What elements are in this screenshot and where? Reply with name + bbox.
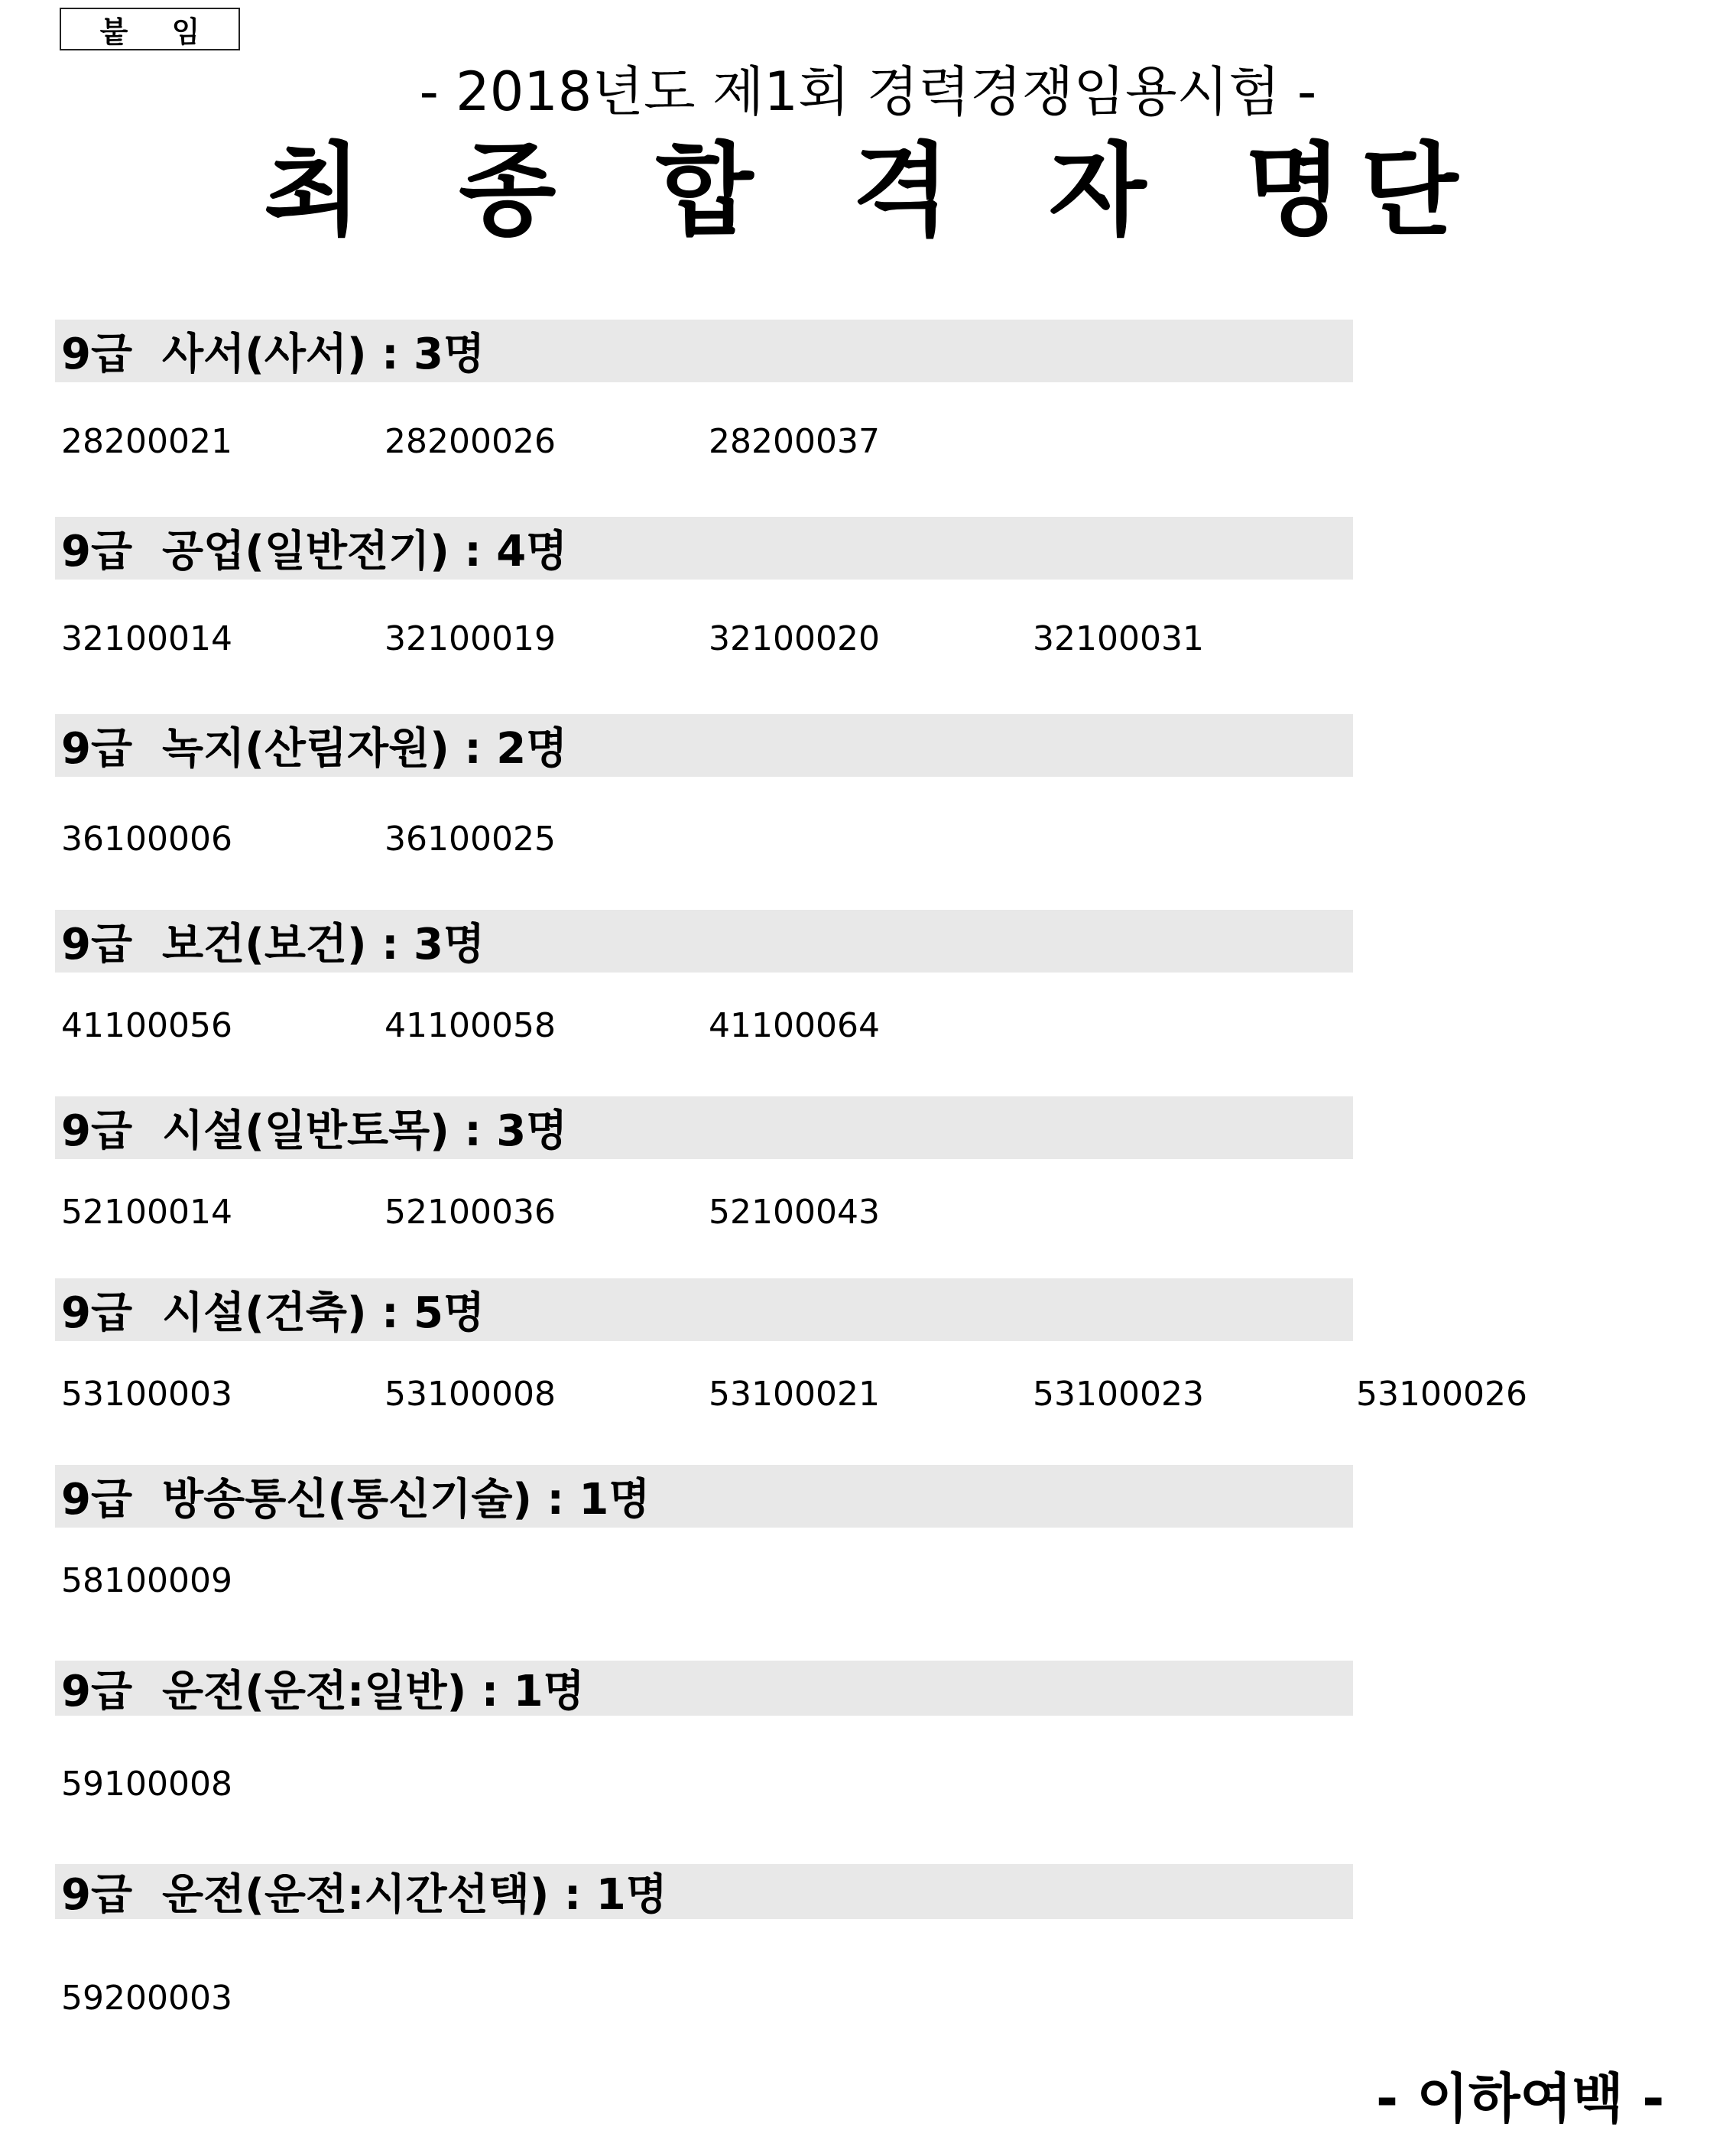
exam-number: 41100056 bbox=[61, 1006, 232, 1045]
exam-number: 52100036 bbox=[385, 1193, 556, 1232]
exam-number: 52100014 bbox=[61, 1193, 232, 1232]
exam-number: 28200026 bbox=[385, 422, 556, 461]
title-char: 합 bbox=[656, 132, 754, 250]
title-char: 종 bbox=[459, 132, 556, 250]
title-char: 자 bbox=[1049, 132, 1147, 250]
section-header: 9급 공업(일반전기) : 4명 bbox=[55, 517, 1353, 580]
page-title bbox=[0, 130, 1736, 252]
section-header: 9급 운전(운전:일반) : 1명 bbox=[55, 1661, 1353, 1716]
section-header: 9급 방송통신(통신기술) : 1명 bbox=[55, 1465, 1353, 1528]
exam-number: 53100003 bbox=[61, 1375, 232, 1414]
title-char: 명 bbox=[1244, 132, 1342, 250]
exam-number: 36100006 bbox=[61, 820, 232, 859]
exam-number: 52100043 bbox=[709, 1193, 880, 1232]
exam-number: 41100058 bbox=[385, 1006, 556, 1045]
exam-number: 58100009 bbox=[61, 1561, 232, 1600]
exam-number: 41100064 bbox=[709, 1006, 880, 1045]
section-header: 9급 시설(일반토목) : 3명 bbox=[55, 1096, 1353, 1159]
exam-number: 59100008 bbox=[61, 1765, 232, 1804]
exam-number: 28200037 bbox=[709, 422, 880, 461]
attachment-label: 붙 임 bbox=[60, 8, 240, 50]
exam-number: 36100025 bbox=[385, 820, 556, 859]
end-of-list-note: - 이하여백 - bbox=[1376, 2067, 1665, 2130]
exam-number: 53100008 bbox=[385, 1375, 556, 1414]
exam-number: 32100019 bbox=[385, 619, 556, 658]
exam-number: 53100026 bbox=[1356, 1375, 1527, 1414]
exam-number: 32100031 bbox=[1033, 619, 1204, 658]
title-char: 단 bbox=[1361, 132, 1459, 250]
exam-number: 53100023 bbox=[1033, 1375, 1204, 1414]
section-header: 9급 사서(사서) : 3명 bbox=[55, 320, 1353, 382]
title-char: 격 bbox=[852, 132, 950, 250]
section-header: 9급 녹지(산림자원) : 2명 bbox=[55, 714, 1353, 777]
title-char: 최 bbox=[264, 132, 362, 250]
exam-number: 32100020 bbox=[709, 619, 880, 658]
section-header: 9급 시설(건축) : 5명 bbox=[55, 1278, 1353, 1341]
section-header: 9급 보건(보건) : 3명 bbox=[55, 910, 1353, 973]
exam-number: 53100021 bbox=[709, 1375, 880, 1414]
exam-subtitle: - 2018년도 제1회 경력경쟁임용시험 - bbox=[419, 60, 1317, 123]
section-header: 9급 운전(운전:시간선택) : 1명 bbox=[55, 1864, 1353, 1919]
exam-number: 28200021 bbox=[61, 422, 232, 461]
exam-number: 59200003 bbox=[61, 1979, 232, 2018]
exam-number: 32100014 bbox=[61, 619, 232, 658]
